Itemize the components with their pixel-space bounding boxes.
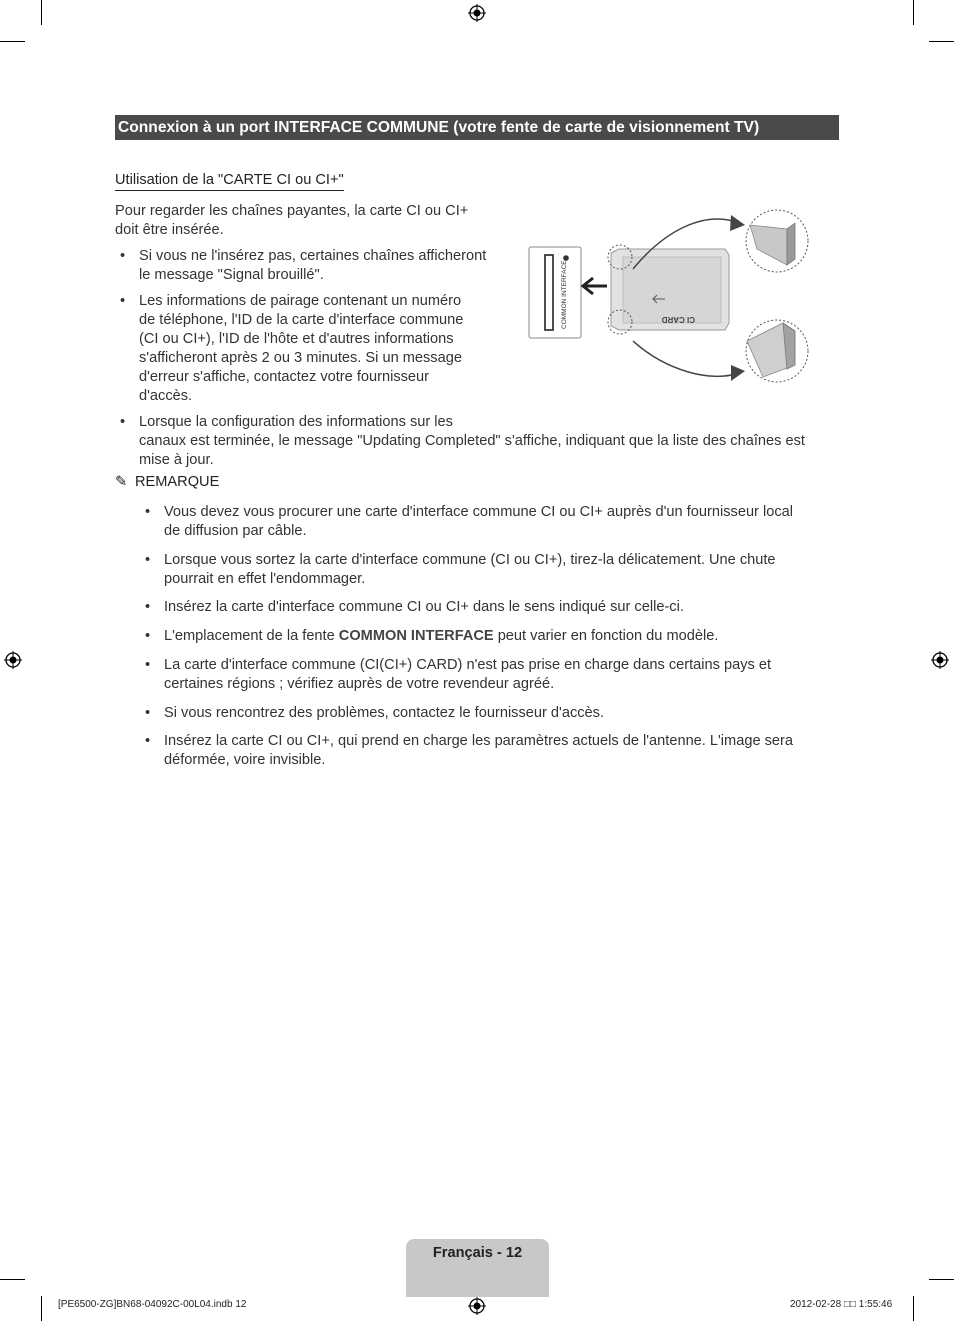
list-item-line: Les informations de pairage contenant un numéro (139, 293, 462, 309)
list-item (145, 704, 605, 723)
bullet-dot: • (145, 504, 151, 520)
subheading: Utilisation de la "CARTE CI ou CI+" (115, 171, 344, 191)
file-name: [PE6500-ZG]BN68-04092C-00L04.indb 12 (58, 1299, 247, 1310)
common-interface-term: COMMON INTERFACE (338, 628, 494, 644)
list-item (120, 413, 805, 470)
print-timestamp: 2012-02-28 □□ 1:55:46 (790, 1299, 893, 1310)
bullet-dot: • (145, 552, 151, 568)
bullet-dot: • (120, 414, 126, 430)
list-item-line: déformée, voire invisible. (164, 752, 326, 768)
bullet-dot: • (145, 705, 151, 721)
list-item-line: certaines régions ; vérifiez auprès de votre revendeur agréé. (164, 676, 555, 692)
bullet-dot: • (145, 657, 151, 673)
section-title: Connexion à un port INTERFACE COMMUNE (votre fente de carte de visionnement TV) (115, 115, 839, 140)
bullet-dot: • (120, 293, 126, 309)
insert-arrow-icon (583, 278, 607, 294)
ci-card-illustration (525, 205, 815, 387)
list-item-line: Si vous rencontrez des problèmes, contactez le fournisseur d'accès. (164, 705, 605, 721)
list-item-line: le message "Signal brouillé". (139, 267, 324, 283)
list-item (145, 551, 776, 589)
note-heading (115, 473, 219, 492)
list-item-text: L'emplacement de la fente (164, 628, 339, 644)
list-item-line: mise à jour. (139, 452, 214, 468)
list-item-line: Insérez la carte CI ou CI+, qui prend en charge les paramètres actuels de l'antenne. L'image sera (164, 733, 793, 749)
list-item-line: canaux est terminée, le message "Updating Completed" s'affiche, indiquant que la liste des chaînes est (139, 433, 805, 449)
list-item (145, 598, 684, 617)
tv-slot-panel (529, 247, 581, 338)
list-item (145, 627, 719, 646)
bullet-dot: • (145, 599, 151, 615)
list-item-line: de diffusion par câble. (164, 523, 307, 539)
list-item-line: d'erreur s'affiche, contactez votre fournisseur (139, 369, 430, 385)
list-item (145, 656, 772, 694)
list-item-line: d'accès. (139, 388, 193, 404)
list-item-line: Vous devez vous procurer une carte d'interface commune CI ou CI+ auprès d'un fournisseur local (164, 504, 793, 520)
list-item-line: La carte d'interface commune (CI(CI+) CARD) n'est pas prise en charge dans certains pays et (164, 657, 772, 673)
registration-mark-icon (931, 651, 949, 669)
card-label: CI CARD (661, 315, 695, 324)
note-label: REMARQUE (135, 474, 220, 490)
list-item (145, 732, 793, 770)
list-item-line: Si vous ne l'insérez pas, certaines chaînes afficheront (139, 248, 487, 264)
bullet-dot: • (145, 733, 151, 749)
intro-line: doit être insérée. (115, 222, 224, 238)
list-item (120, 247, 487, 285)
intro-line: Pour regarder les chaînes payantes, la carte CI ou CI+ (115, 203, 469, 219)
slot-indicator-icon (563, 255, 569, 261)
list-item-line: (CI ou CI+), l'ID de l'hôte et d'autres informations (139, 331, 454, 347)
slot-label: COMMON INTERFACE (561, 260, 568, 329)
list-item-line: pourrait en effet l'endommager. (164, 571, 366, 587)
list-item (145, 503, 793, 541)
bullet-dot: • (145, 628, 151, 644)
list-item-line: Insérez la carte d'interface commune CI ou CI+ dans le sens indiqué sur celle-ci. (164, 599, 684, 615)
intro-paragraph (115, 202, 468, 240)
list-item-line: Lorsque vous sortez la carte d'interface commune (CI ou CI+), tirez-la délicatement. Une chute (164, 552, 776, 568)
page-number: Français - 12 (432, 1245, 523, 1261)
pencil-icon: ✎ (115, 474, 128, 490)
bullet-dot: • (120, 248, 126, 264)
list-item-line: Lorsque la configuration des informations sur les (139, 414, 453, 430)
registration-mark-icon (468, 1297, 486, 1315)
list-item-line: s'afficheront après 2 ou 3 minutes. Si un message (139, 350, 462, 366)
list-item-line: de téléphone, l'ID de la carte d'interface commune (139, 312, 464, 328)
registration-mark-icon (4, 651, 22, 669)
list-item-text: peut varier en fonction du modèle. (493, 628, 719, 644)
registration-mark-icon (468, 4, 486, 22)
list-item (120, 292, 464, 406)
curved-arrow-icon (633, 341, 739, 376)
